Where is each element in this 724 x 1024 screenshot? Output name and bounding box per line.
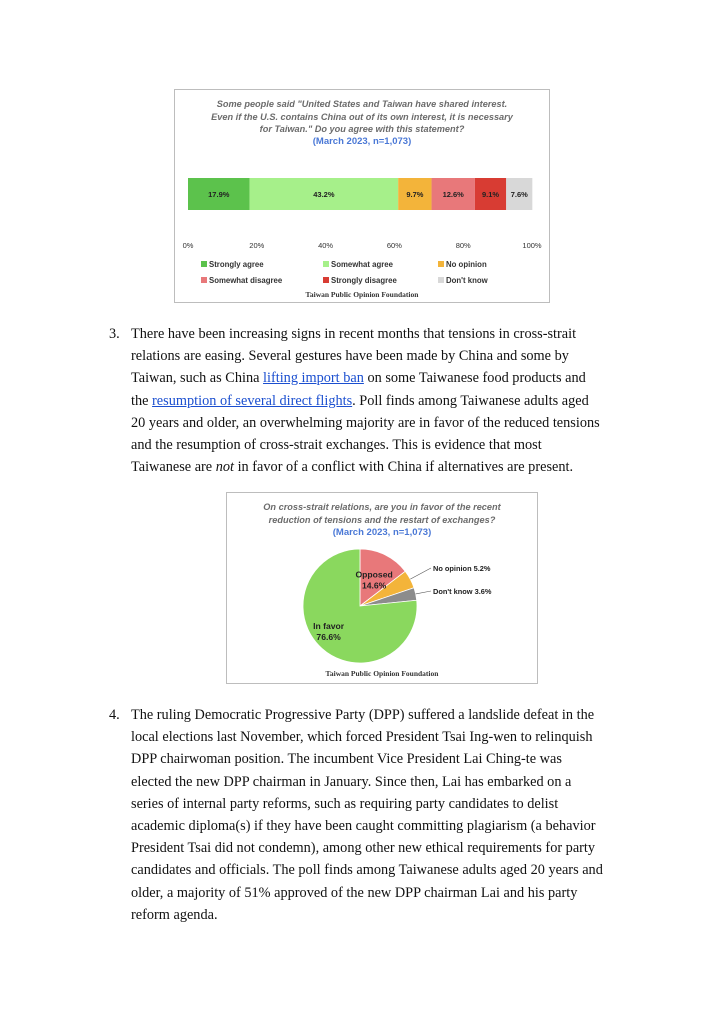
chart1-question-line: Some people said "United States and Taiwan have shared interest.	[216, 99, 508, 109]
legend-swatch	[438, 261, 444, 267]
legend-swatch	[323, 261, 329, 267]
paragraph-line: President Tsai did not condemn), among other new ethical requirements for party	[131, 840, 596, 857]
chart2-source: Taiwan Public Opinion Foundation	[325, 669, 439, 678]
paragraph-line: 20 years and older, an overwhelming majority are in favor of the reduced tensions	[131, 414, 600, 431]
legend-label: Strongly agree	[209, 260, 264, 269]
chart2-question	[227, 501, 537, 526]
paragraph-line: and the resumption of cross-strait exchanges. This is evidence that most	[131, 437, 542, 453]
text-run: Taiwan, such as China	[131, 370, 264, 387]
paragraph-line: reform agenda.	[131, 906, 218, 923]
text-run: the	[131, 392, 153, 409]
paragraph-line: DPP chairwoman position. The incumbent Vice President Lai Ching-te was	[131, 751, 562, 768]
paragraph-number: 4.	[109, 707, 120, 723]
paragraph-line	[131, 390, 589, 412]
stacked-bar-chart	[175, 138, 549, 298]
paragraph-number: 3.	[109, 326, 120, 342]
pie-slice-name: Opposed	[355, 569, 393, 580]
chart1-question	[175, 98, 549, 136]
text-run: on some Taiwanese food products and	[363, 370, 586, 387]
legend-label: Somewhat disagree	[209, 276, 283, 285]
direct-flights-link[interactable]: resumption of several direct flights	[152, 392, 353, 409]
text-run: . Poll finds among Taiwanese adults aged	[352, 392, 589, 409]
text-run: Taiwanese are	[131, 459, 216, 476]
paragraph-line: local elections last November, which forced President Tsai Ing-wen to relinquish	[131, 729, 593, 746]
paragraph-line	[131, 456, 573, 478]
legend-label: Somewhat agree	[331, 260, 393, 269]
pie-callout-label: No opinion 5.2%	[433, 564, 491, 573]
x-tick-label: 40%	[318, 241, 334, 250]
paragraph-line: There have been increasing signs in recent months that tensions in cross-strait	[131, 326, 577, 342]
pie-leader-line	[410, 568, 431, 579]
agreement-chart-figure	[174, 89, 550, 303]
import-ban-link[interactable]: lifting import ban	[263, 370, 364, 387]
pie-slice-value: 14.6%	[361, 580, 387, 591]
bar-data-label: 7.6%	[510, 190, 528, 199]
x-tick-label: 20%	[249, 241, 265, 250]
paragraph-line: elected the new DPP chairman in January. Since then, Lai has embarked on a	[131, 773, 572, 790]
legend-label: Strongly disagree	[331, 276, 397, 285]
x-tick-label: 80%	[455, 241, 471, 250]
pie-chart	[227, 539, 537, 669]
text-run: in favor of a conflict with China if alternatives are present.	[234, 459, 574, 476]
paragraph-line	[131, 367, 586, 389]
paragraph-line: older, a majority of 51% approved of the new DPP chairman Lai and his party	[131, 884, 578, 901]
bar-data-label: 9.1%	[481, 190, 500, 199]
legend-label: No opinion	[446, 260, 487, 269]
bar-data-label: 9.7%	[406, 190, 424, 199]
chart1-source: Taiwan Public Opinion Foundation	[305, 290, 419, 299]
bar-data-label: 43.2%	[313, 190, 335, 199]
paragraph-line: series of internal party reforms, such as requiring party candidates to delist	[131, 795, 559, 812]
legend-swatch	[323, 277, 329, 283]
chart1-question-line: for Taiwan." Do you agree with this statement?	[259, 124, 465, 134]
x-tick-label: 60%	[386, 241, 402, 250]
paragraph-line: The ruling Democratic Progressive Party (DPP) suffered a landslide defeat in the	[131, 707, 595, 723]
pie-slice-value: 76.6%	[316, 631, 341, 642]
chart2-subtitle: (March 2023, n=1,073)	[332, 527, 432, 538]
legend-swatch	[201, 261, 207, 267]
legend-label: Don't know	[446, 276, 488, 285]
bar-data-label: 17.9%	[208, 190, 230, 199]
bar-data-label: 12.6%	[442, 190, 464, 199]
paragraph-line: relations are easing. Several gestures have been made by China and some by	[131, 348, 569, 365]
x-tick-label: 100%	[522, 241, 542, 250]
paragraph-line: academic diploma(s) if they have been caught committing plagiarism (a behavior	[131, 818, 596, 834]
cross-strait-pie-figure	[226, 492, 538, 684]
chart1-question-line: Even if the U.S. contains China out of its own interest, it is necessary	[211, 111, 513, 122]
legend-swatch	[438, 277, 444, 283]
chart2-question-line: reduction of tensions and the restart of exchanges?	[268, 514, 496, 525]
pie-slice-name: In favor	[313, 620, 345, 631]
pie-leader-line	[416, 591, 431, 594]
chart2-question-line: On cross-strait relations, are you in favor of the recent	[263, 502, 501, 512]
legend-swatch	[201, 277, 207, 283]
x-tick-label: 0%	[182, 241, 194, 250]
paragraph-line: candidates and officials. The poll finds among Taiwanese adults aged 20 years and	[131, 862, 603, 879]
emphasis-text: not	[215, 459, 235, 476]
paragraph-3	[109, 323, 629, 483]
chart1-subtitle: (March 2023, n=1,073)	[312, 136, 412, 147]
pie-callout-label: Don't know 3.6%	[433, 587, 492, 596]
paragraph-4	[109, 704, 629, 929]
